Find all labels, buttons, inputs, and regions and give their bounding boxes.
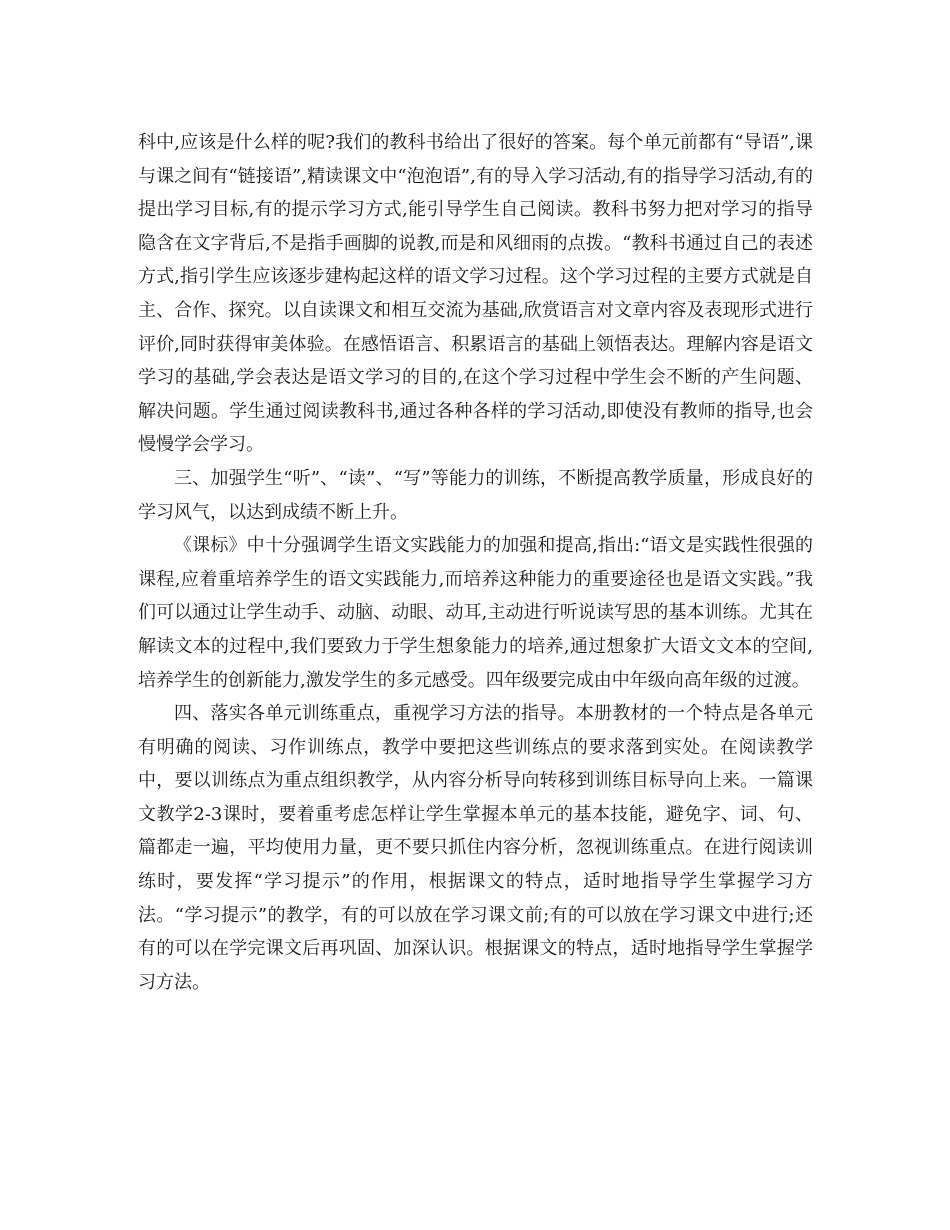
paragraph-section-four: 四、落实各单元训练重点，重视学习方法的指导。本册教材的一个特点是各单元有明确的阅读、习作训练点，教学中要把这些训练点的要求落到实处。在阅读教学中，要以训练点为重点组织教学，从内容分析导向转移到训练目标导向上来。一篇课文教学2-3课时，要着重考虑怎样让学生掌握本单元的基本技能，避免字、词、句、篇都走一遍，平均使用力量，更不要只抓住内容分析，忽视训练重点。在进行阅读训练时，要发挥“学习提示”的作用，根据课文的特点，适时地指导学生掌握学习方法。“学习提示”的教学，有的可以放在学习课文前;有的可以放在学习课文中进行;还有的可以在学完课文后再巩固、加深认识。根据课文的特点，适时地指导学生掌握学习方法。 [138, 703, 813, 993]
paragraph-continuation: 科中,应该是什么样的呢?我们的教科书给出了很好的答案。每个单元前都有“导语”,课与课之间有“链接语”,精读课文中“泡泡语”,有的导入学习活动,有的指导学习活动,有的提出学习目标,有的提示学习方式,能引导学生自己阅读。教科书努力把对学习的指导隐含在文字背后,不是指手画脚的说教,而是和风细雨的点拨。“教科书通过自己的表述方式,指引学生应该逐步建构起这样的语文学习过程。这个学习过程的主要方式就是自主、合作、探究。以自读课文和相互交流为基础,欣赏语言对文章内容及表现形式进行评价,同时获得审美体验。在感悟语言、积累语言的基础上领悟表达。理解内容是语文学习的基础,学会表达是语文学习的目的,在这个学习过程中学生会不断的产生问题、解决问题。学生通过阅读教科书,通过各种各样的学习活动,即使没有教师的指导,也会慢慢学会学习。 [138, 132, 813, 456]
paragraph-section-three-heading: 三、加强学生“听”、“读”、“写”等能力的训练，不断提高教学质量，形成良好的学习风气，以达到成绩不断上升。 [138, 467, 813, 523]
paragraph-curriculum-standard: 《课标》中十分强调学生语文实践能力的加强和提高,指出:“语文是实践性很强的课程,应着重培养学生的语文实践能力,而培养这种能力的重要途径也是语文实践。”我们可以通过让学生动手、动脑、动眼、动耳,主动进行听说读写思的基本训练。尤其在解读文本的过程中,我们要致力于学生想象能力的培养,通过想象扩大语文文本的空间,培养学生的创新能力,激发学生的多元感受。四年级要完成由中年级向高年级的过渡。 [138, 535, 813, 691]
document-body [138, 126, 813, 999]
